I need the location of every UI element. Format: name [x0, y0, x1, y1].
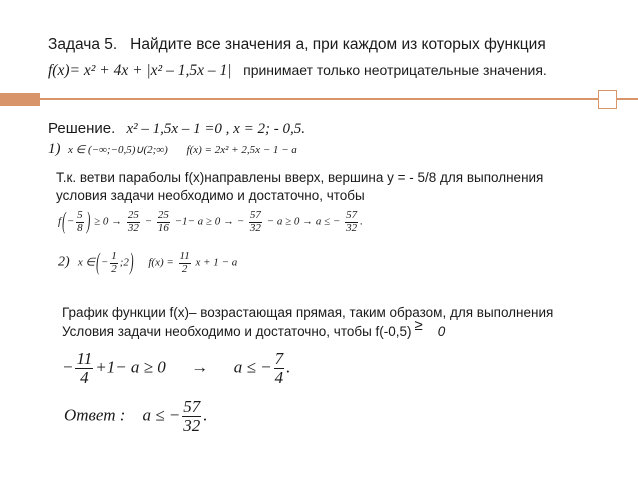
solution-equation: x² – 1,5x – 1 =0 , x = 2; - 0,5. — [126, 121, 305, 137]
fraction-5-8 — [76, 210, 84, 234]
fraction-11-4 — [75, 350, 93, 387]
denominator: 32 — [346, 221, 358, 234]
text1-line2: условия задачи необходимо и достаточно, чтобы — [56, 188, 365, 203]
denominator: 2 — [181, 262, 188, 275]
answer-end: . — [203, 405, 208, 425]
numerator: 1 — [111, 250, 117, 262]
denominator: 2 — [111, 262, 117, 275]
denominator: 4 — [274, 367, 284, 387]
paren-close: ) — [86, 208, 91, 236]
denominator: 4 — [80, 367, 89, 387]
ineq1-rest: −1− a ≥ 0 → − — [174, 215, 245, 228]
ineq2-mid: +1− a ≥ 0 → a ≤ − — [95, 357, 272, 377]
task-function: f(x)= x² + 4x + |x² – 1,5x – 1| — [48, 62, 232, 79]
case2-func-post: x + 1 − a — [195, 256, 238, 269]
inequality-2 — [62, 350, 290, 387]
case1-function: f(x) = 2x² + 2,5x − 1 − a — [186, 144, 297, 156]
case2-neg: − — [100, 256, 109, 269]
case1 — [48, 141, 297, 158]
ineq1-f: f — [58, 215, 62, 228]
fraction-57-32-answer — [182, 398, 201, 435]
numerator: 57 — [183, 397, 201, 416]
fraction-1-2 — [110, 251, 118, 275]
fraction-57-32 — [249, 210, 262, 234]
ineq1-end: . — [360, 215, 363, 228]
paren-open: ( — [62, 208, 66, 236]
denominator: 16 — [157, 221, 169, 234]
numerator: 11 — [76, 349, 93, 368]
answer — [64, 398, 208, 435]
numerator: 25 — [127, 209, 139, 221]
text2-line1: График функции f(x)– возрастающая прямая, таким образом, для выполнения — [62, 305, 554, 320]
task-title — [48, 36, 546, 54]
zero: 0 — [437, 324, 446, 339]
text2-line2-text: Условия задачи необходимо и достаточно, чтобы f(-0,5) — [62, 324, 412, 339]
numerator: 25 — [157, 209, 169, 221]
task-number: Задача 5. — [48, 36, 118, 53]
task-condition: принимает только неотрицательные значения. — [243, 62, 547, 78]
case1-num: 1) — [48, 141, 61, 157]
ineq1-rest2: − a ≥ 0 → a ≤ − — [266, 215, 341, 228]
divider-box — [598, 90, 617, 109]
ineq1-geq: ≥ 0 → — [94, 215, 123, 228]
solution-header — [48, 120, 305, 138]
ineq1-minus2: − — [144, 215, 153, 228]
divider-accent — [0, 93, 40, 106]
case2-domain-post: ;2 — [119, 256, 129, 269]
denominator: 32 — [249, 221, 261, 234]
case2-domain-pre: x ∈ — [77, 256, 96, 269]
text1-line1: Т.к. ветви параболы f(x)направлены вверх, вершина y = - 5/8 для выполнения — [56, 170, 544, 185]
paren-open: ( — [96, 249, 100, 277]
case2 — [58, 251, 237, 275]
ineq2-end: . — [286, 357, 291, 377]
denominator: 8 — [77, 221, 83, 234]
ineq2-pre: − — [62, 357, 74, 377]
ineq1-minus: − — [66, 215, 75, 228]
task-function-line — [48, 62, 547, 80]
answer-label: Ответ : — [64, 405, 126, 425]
denominator: 32 — [127, 221, 139, 234]
solution-label: Решение. — [48, 120, 116, 137]
numerator: 5 — [77, 209, 83, 221]
text2-line2 — [62, 317, 446, 340]
fraction-11-2 — [179, 251, 191, 275]
case1-domain: x ∈ (−∞;−0,5)∪(2;∞) — [68, 144, 168, 156]
numerator: 57 — [346, 209, 358, 221]
divider-line — [40, 98, 638, 100]
inequality-1 — [58, 210, 363, 234]
case2-num: 2) — [58, 254, 70, 270]
fraction-7-4 — [274, 350, 285, 387]
numerator: 7 — [274, 349, 284, 368]
geq-symbol: ≥ — [414, 317, 423, 334]
paren-close: ) — [129, 249, 134, 277]
numerator: 57 — [249, 209, 261, 221]
fraction-25-32 — [127, 210, 140, 234]
denominator: 32 — [183, 415, 201, 435]
fraction-25-16 — [157, 210, 170, 234]
fraction-57-32-b — [345, 210, 358, 234]
case2-func-pre: f(x) = — [148, 256, 174, 269]
task-question: Найдите все значения а, при каждом из которых функция — [130, 36, 546, 53]
answer-expr: a ≤ − — [142, 405, 181, 425]
numerator: 11 — [179, 250, 190, 262]
